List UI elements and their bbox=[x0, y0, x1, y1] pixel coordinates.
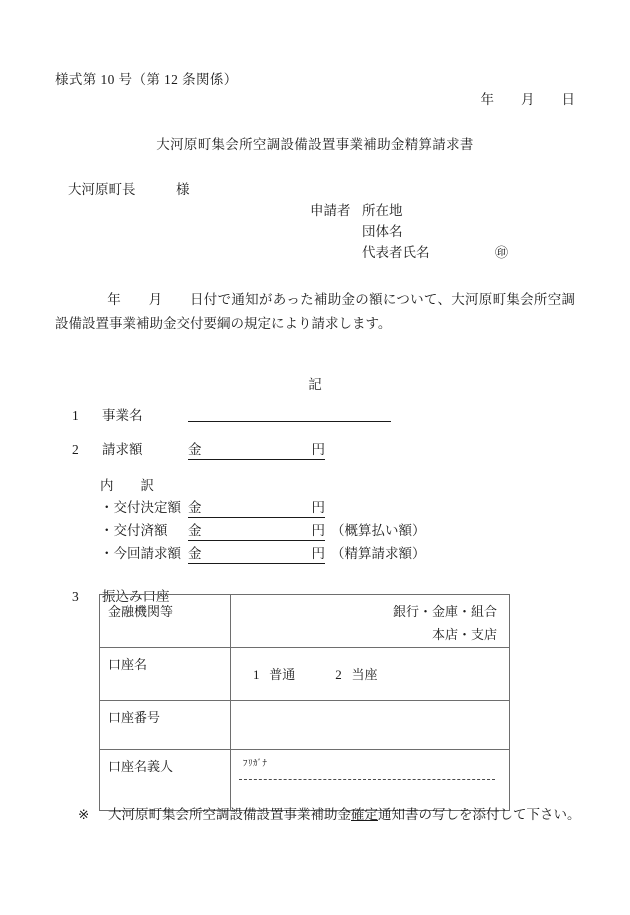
breakdown-row-paid bbox=[100, 519, 426, 541]
body-date-placeholder: 年 月 bbox=[107, 292, 190, 307]
applicant-heading: 申請者 bbox=[310, 203, 351, 218]
addressee: 大河原町長 様 bbox=[68, 182, 190, 197]
item-number-2: 2 bbox=[72, 442, 79, 457]
footnote-text-after: 通知書の写しを添付して下さい。 bbox=[378, 807, 581, 822]
breakdown-label-paid: ・交付済額 bbox=[100, 523, 168, 538]
applicant-label-representative: 代表者氏名 bbox=[362, 245, 430, 260]
breakdown-label-decided: ・交付決定額 bbox=[100, 500, 181, 515]
money-prefix-current: 金 bbox=[188, 546, 202, 561]
table-row-institution bbox=[100, 595, 510, 648]
breakdown-heading: 内 訳 bbox=[100, 478, 154, 493]
applicant-label-organization: 団体名 bbox=[362, 224, 403, 239]
item-project-name bbox=[72, 404, 391, 424]
money-suffix-decided: 円 bbox=[311, 500, 325, 515]
breakdown-row-decided bbox=[100, 496, 331, 518]
seal-icon: ㊞ bbox=[495, 245, 509, 260]
furigana-divider bbox=[239, 778, 495, 780]
account-type-option1-label[interactable]: 普通 bbox=[269, 667, 296, 682]
record-mark: 記 bbox=[308, 377, 322, 392]
body-text: 日付で通知があった補助金の額について、大河原町集会所空調設備設置事業補助金交付要綱の規定により請求します。 bbox=[55, 292, 576, 331]
breakdown-note-decided bbox=[325, 500, 331, 515]
breakdown-current-input[interactable] bbox=[188, 542, 325, 564]
table-label-account-holder: 口座名義人 bbox=[100, 750, 231, 811]
breakdown-row-current bbox=[100, 542, 426, 564]
money-suffix-current: 円 bbox=[311, 546, 325, 561]
body-paragraph bbox=[55, 288, 575, 336]
document-title: 大河原町集会所空調設備設置事業補助金精算請求書 bbox=[156, 137, 474, 152]
table-value-account-number[interactable] bbox=[231, 701, 510, 750]
bank-account-table bbox=[99, 594, 510, 811]
table-label-account-number: 口座番号 bbox=[100, 701, 231, 750]
table-label-account-type: 口座名 bbox=[100, 648, 231, 701]
breakdown-label-current: ・今回請求額 bbox=[100, 546, 181, 561]
applicant-label-address: 所在地 bbox=[362, 203, 403, 218]
footnote-mark-icon: ※ bbox=[78, 807, 90, 822]
applicant-block bbox=[310, 200, 509, 263]
table-value-institution[interactable] bbox=[231, 595, 510, 648]
footnote bbox=[78, 803, 581, 823]
account-type-option2-number: 2 bbox=[335, 667, 342, 682]
table-row-account-number bbox=[100, 701, 510, 750]
breakdown-paid-input[interactable] bbox=[188, 519, 325, 541]
breakdown-decided-input[interactable] bbox=[188, 496, 325, 518]
branch-type-options[interactable]: 本店・支店 bbox=[431, 627, 497, 642]
applicant-row-organization bbox=[310, 221, 430, 242]
applicant-row-address bbox=[310, 200, 430, 221]
money-prefix-claim: 金 bbox=[188, 442, 202, 457]
money-suffix-claim: 円 bbox=[311, 442, 325, 457]
account-type-option1-number: 1 bbox=[253, 667, 260, 682]
table-value-account-type[interactable] bbox=[231, 648, 510, 701]
item-claim-amount bbox=[72, 438, 325, 460]
item-number-3: 3 bbox=[72, 589, 79, 604]
applicant-row-representative bbox=[310, 242, 509, 263]
footnote-text-underlined: 確定 bbox=[351, 807, 378, 822]
date-line-top: 年 月 日 bbox=[480, 92, 575, 107]
table-value-account-holder[interactable] bbox=[231, 750, 510, 811]
footnote-text-before: 大河原町集会所空調設備設置事業補助金 bbox=[108, 807, 351, 822]
item-label-bank-account: 振込み口座 bbox=[102, 589, 170, 604]
breakdown-note-current: （精算請求額） bbox=[331, 546, 426, 561]
account-type-options[interactable] bbox=[239, 654, 501, 683]
item-number-1: 1 bbox=[72, 408, 79, 423]
account-type-option2-label[interactable]: 当座 bbox=[351, 667, 378, 682]
furigana-label: ﾌﾘｶﾞﾅ bbox=[243, 759, 268, 769]
table-row-account-holder bbox=[100, 750, 510, 811]
table-label-institution: 金融機関等 bbox=[100, 595, 231, 648]
table-row-account-type bbox=[100, 648, 510, 701]
breakdown-note-paid: （概算払い額） bbox=[331, 523, 426, 538]
item-label-project-name: 事業名 bbox=[102, 408, 143, 423]
institution-type-options[interactable]: 銀行・金庫・組合 bbox=[392, 604, 497, 619]
form-number: 様式第 10 号（第 12 条関係） bbox=[55, 72, 238, 87]
item-label-claim-amount: 請求額 bbox=[102, 442, 143, 457]
item-claim-amount-input[interactable] bbox=[188, 438, 325, 460]
money-prefix-decided: 金 bbox=[188, 500, 202, 515]
item-project-name-input[interactable] bbox=[188, 407, 391, 422]
money-prefix-paid: 金 bbox=[188, 523, 202, 538]
money-suffix-paid: 円 bbox=[311, 523, 325, 538]
